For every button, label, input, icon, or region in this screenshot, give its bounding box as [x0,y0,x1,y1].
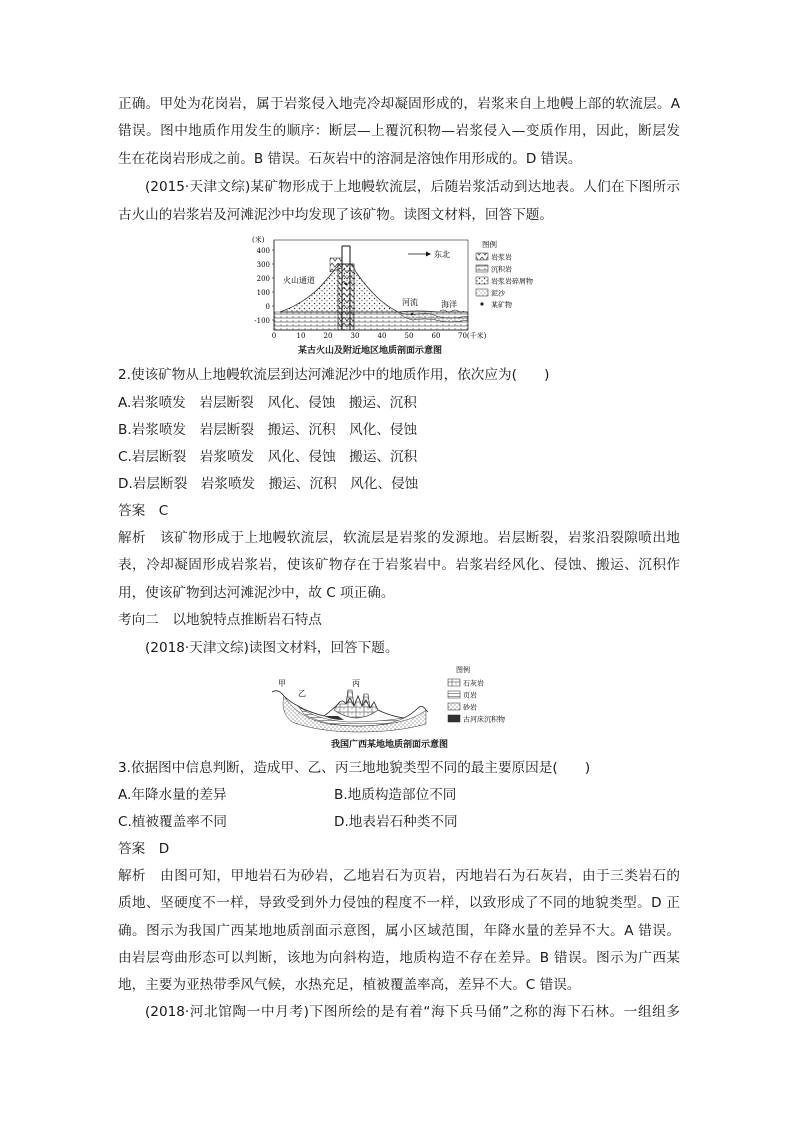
q3-analysis-line-2: 质地、坚硬度不一样，导致受到外力侵蚀的程度不一样，以致形成了不同的地貌类型。D 正 [118,895,680,911]
q2-analysis-line-1: 解析 该矿物形成于上地幔软流层，软流层是岩浆的发源地。岩层断裂，岩浆沿裂隙喷出地 [118,530,680,546]
x-tick-70: 70(千米) [458,332,487,340]
volcano-profile-figure [248,232,548,350]
intro-line-2: 错误。图中地质作用发生的顺序：断层—上覆沉积物—岩浆侵入—变质作用，因此，断层发 [118,123,680,139]
label-east: 东北 [434,250,450,259]
legend-mineral: 某矿物 [491,301,512,309]
q2-analysis-line-3: 用，使该矿物到达河滩泥沙中，故 C 项正确。 [118,585,395,601]
q2-analysis-line-2: 表，冷却凝固形成岩浆岩，使该矿物存在于岩浆岩中。岩浆岩经风化、侵蚀、搬运、沉积作 [118,557,680,573]
x-tick-20: 20 [323,332,333,340]
y-unit-label: (米) [252,236,265,244]
stem-2018: (2018·天津文综)读图文材料，回答下题。 [145,640,399,656]
legend-ancient-riverbed: 古河床沉积物 [463,715,505,724]
legend-title: 图例 [482,240,497,249]
label-ocean: 海洋 [441,300,457,309]
q2-stem: 2.使该矿物从上地幔软流层到达河滩泥沙中的地质作用，依次应为( ) [118,367,550,383]
legend-limestone: 石灰岩 [463,679,484,688]
q3-option-c: C.植被覆盖率不同 [118,814,227,830]
y-tick-400: 400 [256,247,270,255]
x-tick-50: 50 [404,332,414,340]
y-tick-0: 0 [265,303,270,311]
x-tick-30: 30 [350,332,360,340]
label-bing: 丙 [352,679,360,688]
q3-analysis-line-5: 地，主要为亚热带季风气候，水热充足，植被覆盖率高，差异不大。C 错误。 [118,977,581,993]
y-tick-200: 200 [256,275,270,283]
q3-stem: 3.依据图中信息判断，造成甲、乙、丙三地地貌类型不同的最主要原因是( ) [118,760,591,776]
q3-analysis-line-3: 确。图示为我国广西某地地质剖面示意图，属小区域范围，年降水量的差异不大。A 错误。 [118,923,680,939]
guangxi-profile-figure [268,662,533,736]
q3-analysis-line-1: 解析 由图可知，甲地岩石为砂岩，乙地岩石为页岩，丙地岩石为石灰岩，由于三类岩石的 [118,868,680,884]
q2-option-d: D.岩层断裂 岩浆喷发 搬运、沉积 风化、侵蚀 [118,476,419,492]
legend-debris: 岩浆岩碎屑物 [491,277,533,286]
x-tick-60: 60 [431,332,441,340]
q3-option-d: D.地表岩石种类不同 [334,814,458,830]
intro-line-3: 生在花岗岩形成之前。B 错误。石灰岩中的溶洞是溶蚀作用形成的。D 错误。 [118,151,582,167]
q3-option-b: B.地质构造部位不同 [334,787,457,803]
northeast-arrow-icon [408,252,431,257]
label-vent: 火山通道 [283,276,315,285]
q3-analysis-line-4: 由岩层弯曲形态可以判断，该地为向斜构造，地质构造不存在差异。B 错误。图示为广西某 [118,950,680,966]
figure1-caption: 某古火山及附近地区地质剖面示意图 [298,346,443,356]
legend-sandstone: 砂岩 [463,703,477,712]
label-jia: 甲 [278,679,286,688]
q2-option-a: A.岩浆喷发 岩层断裂 风化、侵蚀 搬运、沉积 [118,395,417,411]
q2-option-b: B.岩浆喷发 岩层断裂 搬运、沉积 风化、侵蚀 [118,422,418,438]
q2-answer: 答案 C [118,503,169,519]
x-tick-40: 40 [377,332,387,340]
q3-answer: 答案 D [118,841,170,857]
stem-2015-line-1: (2015·天津文综)某矿物形成于上地幔软流层，后随岩浆活动到达地表。人们在下图所示 [145,179,680,195]
figure2-caption: 我国广西某地地质剖面示意图 [331,740,449,750]
legend-sedimentary: 沉积岩 [491,265,512,274]
q2-option-c: C.岩层断裂 岩浆喷发 风化、侵蚀 搬运、沉积 [118,449,418,465]
q3-option-a: A.年降水量的差异 [118,787,227,803]
intro-line-1: 正确。甲处为花岗岩，属于岩浆侵入地壳冷却凝固形成的，岩浆来自上地幔上部的软流层。A [118,96,680,112]
label-river: 河流 [402,298,418,307]
x-tick-10: 10 [296,332,306,340]
x-tick-0: 0 [271,332,277,340]
y-tick-neg100: -100 [254,317,270,325]
fig2-legend-title: 图例 [456,666,470,674]
section-heading: 考向二 以地貌特点推断岩石特点 [118,612,322,628]
y-tick-100: 100 [256,289,270,297]
stem-2015-line-2: 古火山的岩浆岩及河滩泥沙中均发现了该矿物。读图文材料，回答下题。 [118,207,553,223]
legend-igneous: 岩浆岩 [491,253,512,262]
legend-sand: 泥沙 [491,289,505,298]
legend-shale: 页岩 [463,691,477,700]
stem-last: (2018·河北馆陶一中月考)下图所绘的是有着“海下兵马俑”之称的海下石林。一组组多 [145,1004,680,1020]
y-tick-300: 300 [256,261,270,269]
label-yi: 乙 [298,689,306,698]
